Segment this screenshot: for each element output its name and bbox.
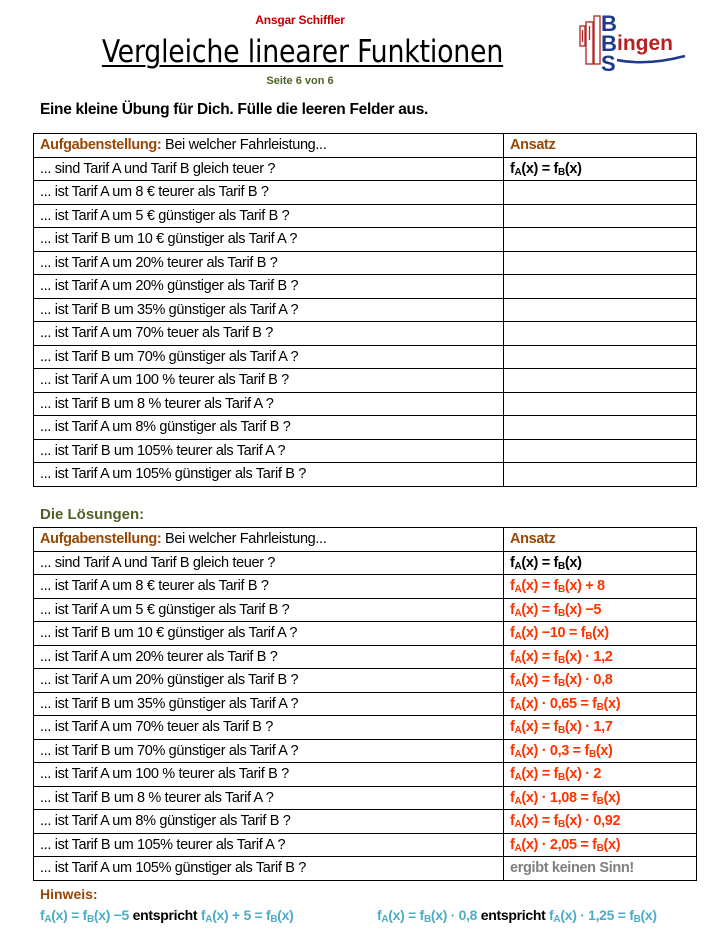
subscript: B [558, 725, 565, 737]
solution-cell: $f_A(x) = f_B(x) \cdot 1,2$ [504, 645, 697, 669]
table-row [34, 551, 697, 575]
table-row [34, 463, 697, 487]
table-row [34, 204, 697, 228]
subscript: A [514, 795, 522, 807]
table-row [34, 439, 697, 463]
question-cell: ... ist Tarif B um 35% günstiger als Tarif A ? [34, 298, 504, 322]
header-question: Bei welcher Fahrleistung... [161, 531, 327, 548]
question-cell: ... ist Tarif B um 105% teurer als Tarif A ? [34, 439, 504, 463]
solutions-table [33, 527, 697, 881]
question-cell: ... ist Tarif A um 5 € günstiger als Tarif B ? [34, 204, 504, 228]
subscript: B [558, 654, 565, 666]
table-row [34, 716, 697, 740]
subscript: A [514, 631, 522, 643]
question-cell: ... ist Tarif A um 100 % teurer als Tarif B ? [34, 369, 504, 393]
solutions-heading: Die Lösungen: [40, 506, 145, 523]
question-cell: ... ist Tarif A um 5 € günstiger als Tarif B ? [34, 598, 504, 622]
subscript: B [596, 701, 604, 713]
table-row [34, 598, 697, 622]
solution-cell: $f_A(x) = f_B(x)$ [504, 551, 697, 575]
document-title: Vergleiche linearer Funktionen [101, 34, 504, 70]
table-row [34, 275, 697, 299]
hint-formula-right: $f_A(x) + 5 = f_B(x)$ [200, 907, 294, 925]
table-row [34, 298, 697, 322]
question-cell: ... ist Tarif B um 10 € günstiger als Tarif A ? [34, 228, 504, 252]
hint-keyword: entspricht [477, 907, 550, 923]
solution-cell: ergibt keinen Sinn! [504, 857, 697, 881]
table-row [34, 763, 697, 787]
table-row [34, 575, 697, 599]
page-number: Seite 6 von 6 [266, 75, 334, 87]
table-row [34, 739, 697, 763]
table-row [34, 157, 697, 181]
subscript: A [514, 842, 522, 854]
question-cell: ... ist Tarif A um 8% günstiger als Tarif B ? [34, 416, 504, 440]
table-row [34, 622, 697, 646]
subscript: A [514, 654, 522, 666]
logo-swoosh [617, 56, 685, 62]
table-row [34, 810, 697, 834]
subscript: A [205, 914, 213, 925]
subscript: A [514, 819, 522, 831]
subscript: A [514, 584, 522, 596]
hint-formula-left: $f_A(x) = f_B(x) -5$ [40, 907, 130, 925]
question-cell: ... ist Tarif A um 20% teurer als Tarif B ? [34, 251, 504, 275]
subscript: B [270, 914, 278, 925]
subscript: B [596, 795, 604, 807]
header-label: Aufgabenstellung: [40, 137, 162, 154]
question-cell: ... ist Tarif A um 70% teuer als Tarif B ? [34, 322, 504, 346]
subscript: B [558, 819, 565, 831]
subscript: B [633, 914, 641, 925]
header-question: Bei welcher Fahrleistung... [161, 137, 327, 154]
subscript: A [381, 914, 389, 925]
subscript: A [553, 914, 561, 925]
ansatz-cell: $f_A(x) = f_B(x)$ [504, 157, 697, 181]
hint-item [40, 907, 294, 923]
solution-cell: $f_A(x) -10 = f_B(x)$ [504, 622, 697, 646]
subscript: B [558, 772, 565, 784]
question-cell: ... ist Tarif A um 70% teuer als Tarif B ? [34, 716, 504, 740]
subscript: A [514, 701, 522, 713]
solution-cell: $f_A(x) = f_B(x) -5$ [504, 598, 697, 622]
subscript: A [514, 607, 522, 619]
header-label: Aufgabenstellung: [40, 531, 162, 548]
hint-item [377, 907, 657, 923]
subscript: A [514, 678, 522, 690]
header-question-cell [34, 528, 504, 552]
ansatz-input-cell[interactable] [504, 463, 697, 487]
ansatz-input-cell[interactable] [504, 369, 697, 393]
table-row [34, 833, 697, 857]
question-cell: ... ist Tarif A um 105% günstiger als Tarif B ? [34, 857, 504, 881]
table-row [34, 416, 697, 440]
ansatz-input-cell[interactable] [504, 439, 697, 463]
subscript: B [558, 584, 565, 596]
subscript: A [514, 560, 522, 572]
question-cell: ... ist Tarif A um 105% günstiger als Tarif B ? [34, 463, 504, 487]
solution-cell: $f_A(x) \cdot 0,3 = f_B(x)$ [504, 739, 697, 763]
exercise-table [33, 133, 697, 487]
solution-cell: $f_A(x) = f_B(x) \cdot 2$ [504, 763, 697, 787]
subscript: B [558, 166, 565, 178]
table-row [34, 692, 697, 716]
table-row [34, 251, 697, 275]
header-ansatz: Ansatz [504, 134, 697, 158]
subscript: B [558, 560, 565, 572]
ansatz-input-cell[interactable] [504, 298, 697, 322]
question-cell: ... ist Tarif B um 35% günstiger als Tarif A ? [34, 692, 504, 716]
table-row [34, 322, 697, 346]
ansatz-input-cell[interactable] [504, 392, 697, 416]
table-row [34, 786, 697, 810]
subscript: B [585, 631, 593, 643]
solution-cell: $f_A(x) = f_B(x) \cdot 1,7$ [504, 716, 697, 740]
logo-letter-s: S [601, 51, 616, 74]
ansatz-input-cell[interactable] [504, 251, 697, 275]
logo-letter-b1: B [601, 12, 617, 36]
table-row [34, 669, 697, 693]
subscript: A [514, 772, 522, 784]
table-row [34, 645, 697, 669]
question-cell: ... sind Tarif A und Tarif B gleich teuer ? [34, 157, 504, 181]
table-row [34, 857, 697, 881]
question-cell: ... ist Tarif B um 8 % teurer als Tarif A ? [34, 392, 504, 416]
table-row [34, 345, 697, 369]
bbs-bingen-logo [577, 12, 689, 74]
header-question-cell [34, 134, 504, 158]
question-cell: ... ist Tarif B um 70% günstiger als Tarif A ? [34, 345, 504, 369]
solution-cell: $f_A(x) = f_B(x) + 8$ [504, 575, 697, 599]
ansatz-input-cell[interactable] [504, 181, 697, 205]
ansatz-input-cell[interactable] [504, 345, 697, 369]
subscript: A [514, 725, 522, 737]
question-cell: ... ist Tarif B um 105% teurer als Tarif A ? [34, 833, 504, 857]
logo-letter-b2: B [601, 31, 617, 56]
table-header-row [34, 134, 697, 158]
ansatz-input-cell[interactable] [504, 228, 697, 252]
solution-cell: $f_A(x) \cdot 2,05 = f_B(x)$ [504, 833, 697, 857]
ansatz-input-cell[interactable] [504, 204, 697, 228]
subscript: B [588, 748, 596, 760]
table-header-row [34, 528, 697, 552]
table-row [34, 181, 697, 205]
subscript: A [44, 914, 52, 925]
hint-keyword: entspricht [129, 907, 201, 923]
table-row [34, 392, 697, 416]
question-cell: ... ist Tarif B um 10 € günstiger als Tarif A ? [34, 622, 504, 646]
subscript: B [86, 914, 94, 925]
ansatz-input-cell[interactable] [504, 322, 697, 346]
question-cell: ... ist Tarif A um 20% günstiger als Tarif B ? [34, 669, 504, 693]
subscript: A [514, 166, 522, 178]
table-row [34, 369, 697, 393]
logo-text: ingen [617, 32, 673, 55]
question-cell: ... ist Tarif B um 8 % teurer als Tarif A ? [34, 786, 504, 810]
question-cell: ... sind Tarif A und Tarif B gleich teuer ? [34, 551, 504, 575]
subscript: B [596, 842, 604, 854]
ansatz-input-cell[interactable] [504, 416, 697, 440]
header-ansatz: Ansatz [504, 528, 697, 552]
hint-formula-left: $f_A(x) = f_B(x) \cdot 0,8$ [377, 907, 478, 925]
question-cell: ... ist Tarif A um 8 € teurer als Tarif B ? [34, 575, 504, 599]
question-cell: ... ist Tarif A um 20% günstiger als Tarif B ? [34, 275, 504, 299]
subscript: B [558, 678, 565, 690]
solution-cell: $f_A(x) \cdot 1,08 = f_B(x)$ [504, 786, 697, 810]
question-cell: ... ist Tarif A um 8% günstiger als Tarif B ? [34, 810, 504, 834]
solution-cell: $f_A(x) = f_B(x) \cdot 0,92$ [504, 810, 697, 834]
hint-formula-right: $f_A(x) \cdot 1,25 = f_B(x)$ [549, 907, 657, 925]
subscript: B [423, 914, 431, 925]
subscript: B [558, 607, 565, 619]
question-cell: ... ist Tarif A um 8 € teurer als Tarif B ? [34, 181, 504, 205]
hint-heading: Hinweis: [40, 886, 98, 902]
question-cell: ... ist Tarif A um 100 % teurer als Tarif B ? [34, 763, 504, 787]
solution-cell: $f_A(x) \cdot 0,65 = f_B(x)$ [504, 692, 697, 716]
subscript: A [514, 748, 522, 760]
solution-cell: $f_A(x) = f_B(x) \cdot 0,8$ [504, 669, 697, 693]
question-cell: ... ist Tarif A um 20% teurer als Tarif B ? [34, 645, 504, 669]
author-name: Ansgar Schiffler [255, 13, 345, 27]
instruction-text: Eine kleine Übung für Dich. Fülle die leeren Felder aus. [40, 101, 429, 118]
building-icon [580, 16, 600, 64]
question-cell: ... ist Tarif B um 70% günstiger als Tarif A ? [34, 739, 504, 763]
table-row [34, 228, 697, 252]
ansatz-input-cell[interactable] [504, 275, 697, 299]
